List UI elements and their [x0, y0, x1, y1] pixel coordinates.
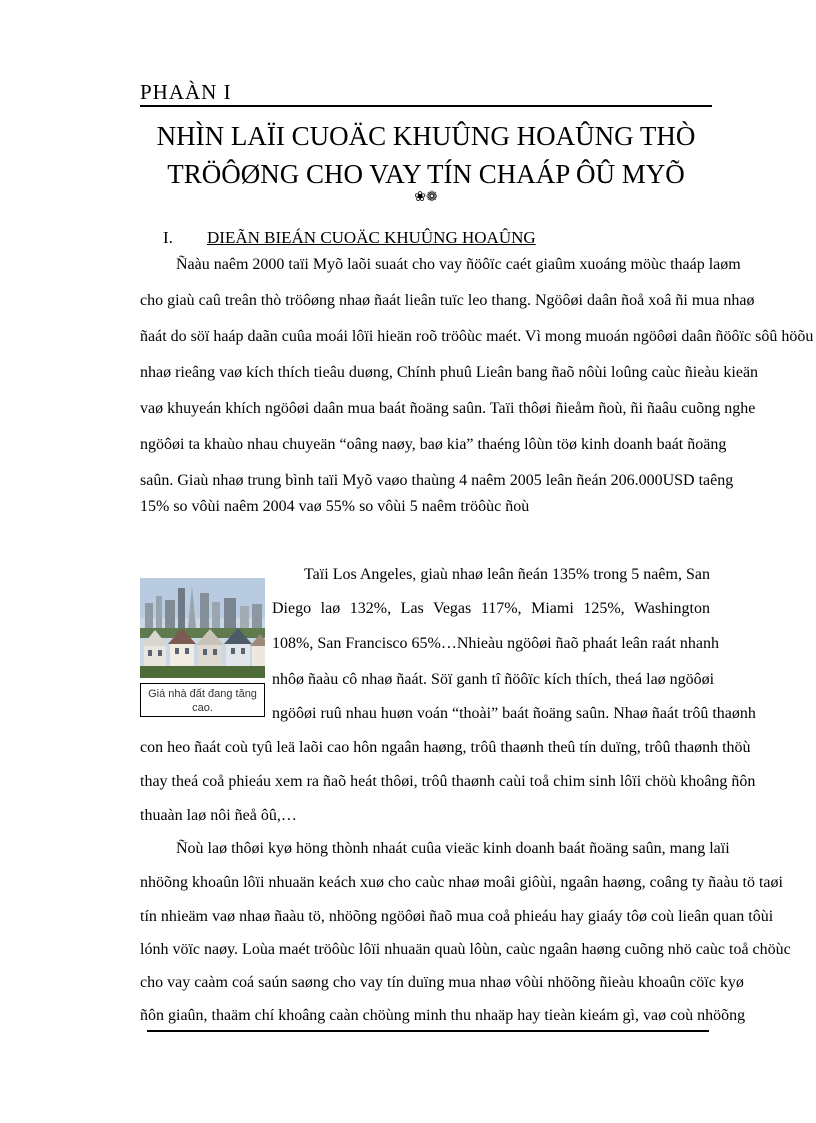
paragraph-3-line: Ñoù laø thôøi kyø höng thònh nhaát cuûa vieäc kinh doanh baát ñoäng saûn, mang laïi [176, 840, 730, 857]
paragraph-1-line: saûn. Giaù nhaø trung bình taïi Myõ vaøo thaùng 4 naêm 2005 leân ñeán 206.000USD taêng [140, 472, 734, 489]
paragraph-2-line: 108%, San Francisco 65%…Nhieàu ngöôøi ñaõ phaát leân raát nhanh [272, 635, 719, 652]
paragraph-1-line: Ñaàu naêm 2000 taïi Myõ laõi suaát cho vay ñöôïc caét giaûm xuoáng möùc thaáp laøm [176, 256, 741, 273]
paragraph-3-line: ñôn giaûn, thaäm chí khoâng caàn chöùng minh thu nhaäp hay tieàn kieám gì, vaø coù nhöõng [140, 1007, 746, 1024]
paragraph-3-line: nhöõng khoaûn lôïi nhuaän keách xuø cho caùc nhaø moâi giôùi, ngaân haøng, coâng ty ñaàu tö taøi [140, 874, 783, 891]
photo-caption-line: cao. [192, 702, 213, 714]
photo-caption-line: Giá nhà đất đang tăng [148, 688, 257, 700]
section-title: DIEÃN BIEÁN CUOÄC KHUÛNG HOAÛNG [207, 228, 536, 247]
houses-photo [140, 578, 265, 678]
paragraph-2-line: nhôø ñaàu cô nhaø ñaát. Söï ganh tî ñöôïc kích thích, theá laø ngöôøi [272, 671, 715, 688]
section-number: I. [163, 228, 173, 247]
paragraph-1-line: 15% so vôùi naêm 2004 vaø 55% so vôùi 5 naêm tröôùc ñoù [140, 498, 530, 515]
paragraph-2-line: thuaàn laø nôi ñeå ôû,… [140, 807, 297, 824]
chapter-title-line-1: NHÌN LAÏI CUOÄC KHUÛNG HOAÛNG THÒ [156, 121, 696, 151]
paragraph-1-line: vaø khuyeán khích ngöôøi daân mua baát ñoäng saûn. Taïi thôøi ñieåm ñoù, ñi ñaâu cuõng nghe [140, 400, 756, 417]
ornament-icon: ❀❁ [414, 190, 438, 205]
bottom-rule [147, 1030, 709, 1032]
paragraph-2-line: ngöôøi ruû nhau huøn voán “thoài” baát ñoäng saûn. Nhaø ñaát trôû thaønh [272, 705, 756, 722]
paragraph-1-line: nhaø rieâng vaø kích thích tieâu duøng, Chính phuû Lieân bang ñaõ nôùi loûng caùc ñieàu kieän [140, 364, 759, 381]
paragraph-3-line: tín nhieäm vaø nhaø ñaàu tö, nhöõng ngöôøi ñaõ mua coå phieáu hay giaáy tôø coù lieân quan tôùi [140, 908, 774, 925]
paragraph-1-line: ñaát do söï haáp daãn cuûa moái lôïi hieän roõ tröôùc maét. Vì mong muoán ngöôøi daân ñöôïc sôû höõu [140, 328, 814, 345]
paragraph-3-line: lónh vöïc naøy. Loùa maét tröôùc lôïi nhuaän quaù lôùn, caùc ngaân haøng cuõng nhö caùc toå chöùc [140, 941, 791, 958]
paragraph-1-line: ngöôøi ta khaùo nhau chuyeän “oâng naøy, baø kia” thaéng lôùn töø kinh doanh baát ñoäng [140, 436, 727, 453]
top-rule [140, 105, 712, 107]
paragraph-3-line: cho vay caàm coá saún saøng cho vay tín duïng mua nhaø vôùi nhöõng ñieàu khoaûn cöïc kyø [140, 974, 744, 991]
paragraph-2-line: con heo ñaát coù tyû leä laõi cao hôn ngaân haøng, trôû thaønh theû tín duïng, trôû thaønh thöù [140, 739, 751, 756]
paragraph-2-line: thay theá coå phieáu xem ra ñaõ heát thôøi, trôû thaønh caùi toå chim sinh lôïi chöù khoâng ñôn [140, 773, 756, 790]
photo-caption [140, 683, 265, 717]
paragraph-1-line: cho giaù caû treân thò tröôøng nhaø ñaát lieân tuïc leo thang. Ngöôøi daân ñoå xoâ ñi mua nhaø [140, 292, 755, 309]
chapter-title-line-2: TRÖÔØNG CHO VAY TÍN CHAÁP ÔÛ MYÕ [167, 159, 685, 189]
paragraph-2-line: Diego laø 132%, Las Vegas 117%, Miami 125%, Washington [272, 600, 710, 617]
part-label: PHAÀN I [140, 80, 232, 104]
paragraph-2-line: Taïi Los Angeles, giaù nhaø leân ñeán 135% trong 5 naêm, San [304, 566, 710, 583]
